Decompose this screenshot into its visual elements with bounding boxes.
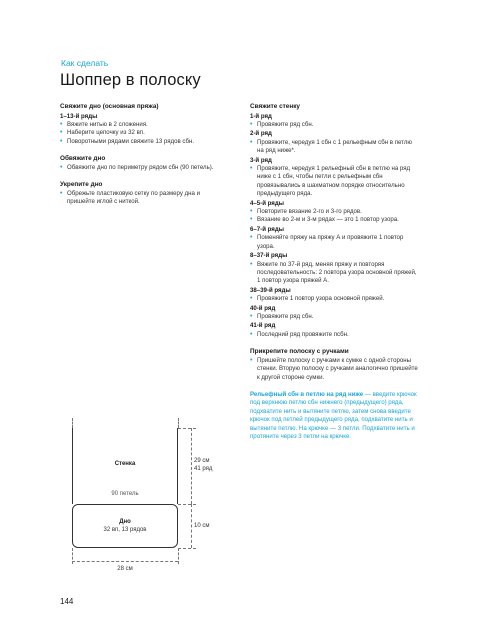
section-subtitle: Как сделать xyxy=(61,58,109,68)
rows-list xyxy=(250,113,420,340)
row-heading: 41-й ряд xyxy=(250,322,276,330)
bottom-height-label: 10 см xyxy=(194,523,210,529)
section-reinforce xyxy=(60,181,228,206)
bullet-icon: • xyxy=(250,260,253,268)
instruction-list xyxy=(60,164,228,172)
bullet-icon: • xyxy=(250,216,253,224)
bottom-sublabel: 32 вп, 13 рядов xyxy=(103,527,147,533)
wall-label: Стенка xyxy=(114,461,136,467)
width-label: 28 см xyxy=(117,566,133,572)
row-heading: 40-й ряд xyxy=(250,304,276,312)
list-item: • Последний ряд провяжите псбн. xyxy=(250,330,349,338)
guide-line xyxy=(178,418,179,428)
row-heading: 1–13-й ряды xyxy=(60,112,98,120)
instruction-list xyxy=(250,139,420,156)
bullet-icon: • xyxy=(250,138,253,146)
stitch-note xyxy=(250,391,420,441)
list-item: • Поворотными рядами свяжите 13 рядов сбн. xyxy=(60,137,195,145)
height-rows-label: 41 ряд xyxy=(194,466,213,472)
page-number: 144 xyxy=(60,597,74,606)
guide-line xyxy=(178,428,196,429)
row-heading: 38–39-й ряды xyxy=(250,286,291,294)
loops-label: 90 петель xyxy=(111,491,139,497)
section-edge xyxy=(60,155,228,172)
list-item: • Наберите цепочку из 32 вп. xyxy=(60,129,145,137)
row-heading: 1-й ряд xyxy=(250,112,272,120)
bullet-icon: • xyxy=(60,129,63,137)
bullet-icon: • xyxy=(60,163,63,171)
instruction-list xyxy=(250,208,420,225)
instruction-list xyxy=(250,165,420,199)
bullet-icon: • xyxy=(60,137,63,145)
bullet-icon: • xyxy=(250,121,253,128)
list-item: • Пришейте полоску с ручками к сумке с одной стороны стенки. Вторую полоску с ручками аналогично пришейте к другой стороне сумки. xyxy=(250,356,418,381)
bag-diagram xyxy=(60,418,230,583)
section-wall xyxy=(250,103,420,339)
section-heading: Укрепите дно xyxy=(60,181,103,189)
guide-line xyxy=(178,548,179,564)
instruction-list xyxy=(250,295,420,303)
instruction-list xyxy=(60,121,228,146)
instruction-list xyxy=(250,234,420,251)
height-label: 29 см xyxy=(194,458,210,464)
guide-line xyxy=(178,504,196,505)
bullet-icon: • xyxy=(250,356,253,364)
guide-line xyxy=(72,418,73,428)
bullet-icon: • xyxy=(250,312,253,320)
row-heading: 2-й ряд xyxy=(250,130,272,138)
list-item: • Вяжите по 37-й ряд, меняя пряжу и повторяя последовательность: 2 повтора узора основной пряжей, 1 повтор узора пряжей А. xyxy=(250,260,417,285)
bottom-dimension-line xyxy=(191,504,192,548)
instruction-list xyxy=(250,331,420,339)
width-dimension-line xyxy=(72,561,178,562)
row-heading: 8–37-й ряды xyxy=(250,252,288,260)
bullet-icon: • xyxy=(60,121,63,128)
section-bottom xyxy=(60,103,228,146)
bullet-icon: • xyxy=(250,234,253,242)
list-item: • Поменяйте пряжу на пряжу А и провяжите 1 повтор узора. xyxy=(250,234,404,250)
list-item: • Провяжите ряд сбн. xyxy=(250,121,314,128)
instruction-list xyxy=(250,121,420,129)
bullet-icon: • xyxy=(250,330,253,338)
section-handles xyxy=(250,348,420,382)
section-heading: Прикрепите полоску с ручками xyxy=(250,348,349,356)
list-item: • Провяжите, чередуя 1 рельефный сбн в петлю на ряд ниже с 1 сбн, чтобы петли с рельефным сбн провязывались в шахматном порядке относительно предыдущего ряда. xyxy=(250,165,411,198)
section-heading: Свяжите дно (основная пряжа) xyxy=(60,103,159,110)
guide-line xyxy=(178,548,196,549)
list-item: • Провяжите ряд сбн. xyxy=(250,312,314,320)
list-item: • Провяжите 1 повтор узора основной пряжей. xyxy=(250,295,385,303)
row-heading: 3-й ряд xyxy=(250,156,272,164)
list-item: • Повторите вязание 2-го и 3-го рядов. xyxy=(250,208,362,216)
left-column xyxy=(60,103,228,216)
list-item: • Вяжите нитью в 2 сложения. xyxy=(60,121,148,128)
bullet-icon: • xyxy=(250,208,253,216)
instruction-list xyxy=(60,190,228,207)
bullet-icon: • xyxy=(60,189,63,197)
row-heading: 4–5-й ряды xyxy=(250,199,284,207)
section-heading: Свяжите стенку xyxy=(250,103,300,110)
note-text: — введите крючок под верхнюю петлю сбн нижнего (предыдущего) ряда, подхватите нить и вытяните петлю, затем снова введите крючок под петлей предыдущего ряда, подхватите нить и вытяните петлю. На крючке — 3 петли. Подхватите нить и протяните через 3 петли на крючке. xyxy=(250,390,417,440)
row-heading: 6–7-й ряды xyxy=(250,225,284,233)
section-heading: Обвяжите дно xyxy=(60,155,106,163)
list-item: • Обвяжите дно по периметру рядом сбн (90 петель). xyxy=(60,163,214,171)
page-title: Шоппер в полоску xyxy=(60,71,201,89)
instruction-list xyxy=(250,261,420,286)
list-item: • Провяжите, чередуя 1 сбн с 1 рельефным сбн в петлю на ряд ниже*. xyxy=(250,138,412,155)
bottom-label: Дно xyxy=(119,519,131,525)
height-dimension-line xyxy=(191,428,192,504)
list-item: • Обрежьте пластиковую сетку по размеру дна и пришейте иглой с ниткой. xyxy=(60,189,200,206)
right-column xyxy=(250,103,420,441)
bullet-icon: • xyxy=(250,165,253,173)
note-term: Рельефный сбн в петлю на ряд ниже xyxy=(250,390,364,398)
instruction-list xyxy=(250,313,420,321)
list-item: • Вязание во 2-м и 3-м рядах — это 1 повтор узора. xyxy=(250,216,399,224)
bullet-icon: • xyxy=(250,295,253,303)
instruction-list xyxy=(250,357,420,382)
